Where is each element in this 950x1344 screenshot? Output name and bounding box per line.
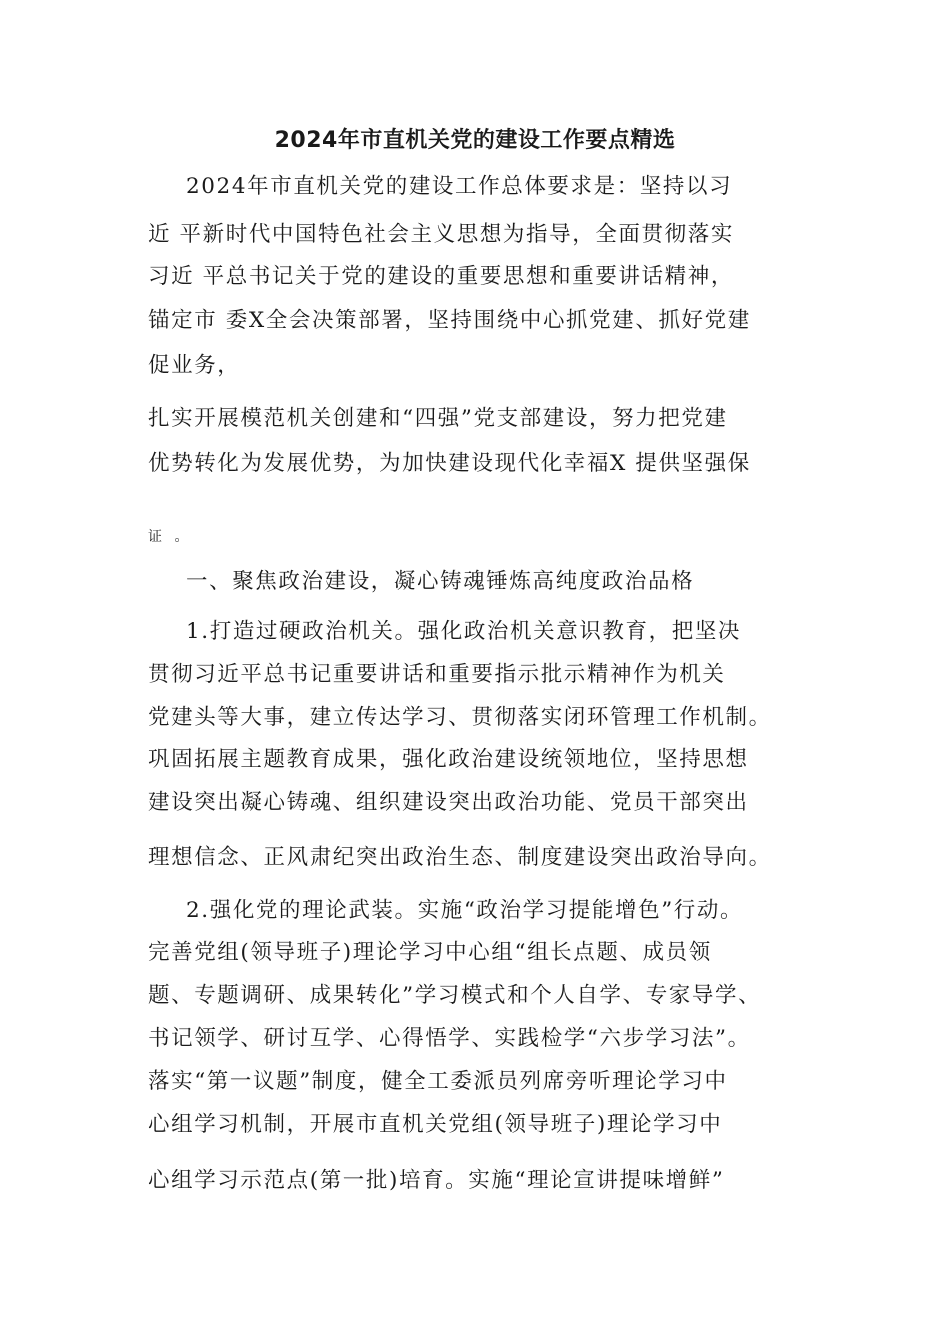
paragraph-line: 题、专题调研、成果转化”学习模式和个人自学、专家导学、 (148, 983, 762, 1008)
paragraph-line: 锚定市 委X全会决策部署，坚持围绕中心抓党建、抓好党建 (148, 308, 751, 333)
paragraph-line: 心组学习机制，开展市直机关党组(领导班子)理论学习中 (148, 1112, 723, 1137)
paragraph-line: 优势转化为发展优势，为加快建设现代化幸福X 提供坚强保 (148, 451, 751, 476)
paragraph-line: 巩固拓展主题教育成果，强化政治建设统领地位，坚持思想 (148, 747, 749, 772)
paragraph-line: 近 平新时代中国特色社会主义思想为指导，全面贯彻落实 (148, 222, 734, 247)
paragraph-line: 2.强化党的理论武装。实施“政治学习提能增色”行动。 (186, 898, 744, 923)
paragraph-line: 扎实开展模范机关创建和“四强”党支部建设，努力把党建 (148, 406, 728, 431)
section-heading: 一、聚焦政治建设，凝心铸魂锤炼高纯度政治品格 (186, 569, 695, 594)
paragraph-line: 心组学习示范点(第一批)培育。实施“理论宣讲提味增鲜” (148, 1168, 725, 1193)
paragraph-line: 建设突出凝心铸魂、组织建设突出政治功能、党员干部突出 (148, 790, 749, 815)
paragraph-line: 1.打造过硬政治机关。强化政治机关意识教育，把坚决 (186, 619, 742, 644)
paragraph-line: 2024年市直机关党的建设工作总体要求是：坚持以习 (186, 174, 733, 199)
paragraph-line: 促业务， (148, 353, 241, 378)
paragraph-line: 证 。 (148, 529, 193, 545)
paragraph-line: 理想信念、正风肃纪突出政治生态、制度建设突出政治导向。 (148, 845, 772, 870)
paragraph-line: 党建头等大事，建立传达学习、贯彻落实闭环管理工作机制。 (148, 705, 772, 730)
paragraph-line: 习近 平总书记关于党的建设的重要思想和重要讲话精神， (148, 264, 734, 289)
paragraph-line: 完善党组(领导班子)理论学习中心组“组长点题、成员领 (148, 940, 712, 965)
paragraph-line: 贯彻习近平总书记重要讲话和重要指示批示精神作为机关 (148, 662, 726, 687)
paragraph-line: 落实“第一议题”制度，健全工委派员列席旁听理论学习中 (148, 1069, 728, 1094)
paragraph-line: 书记领学、研讨互学、心得悟学、实践检学“六步学习法”。 (148, 1026, 751, 1051)
document-title: 2024年市直机关党的建设工作要点精选 (274, 128, 676, 153)
